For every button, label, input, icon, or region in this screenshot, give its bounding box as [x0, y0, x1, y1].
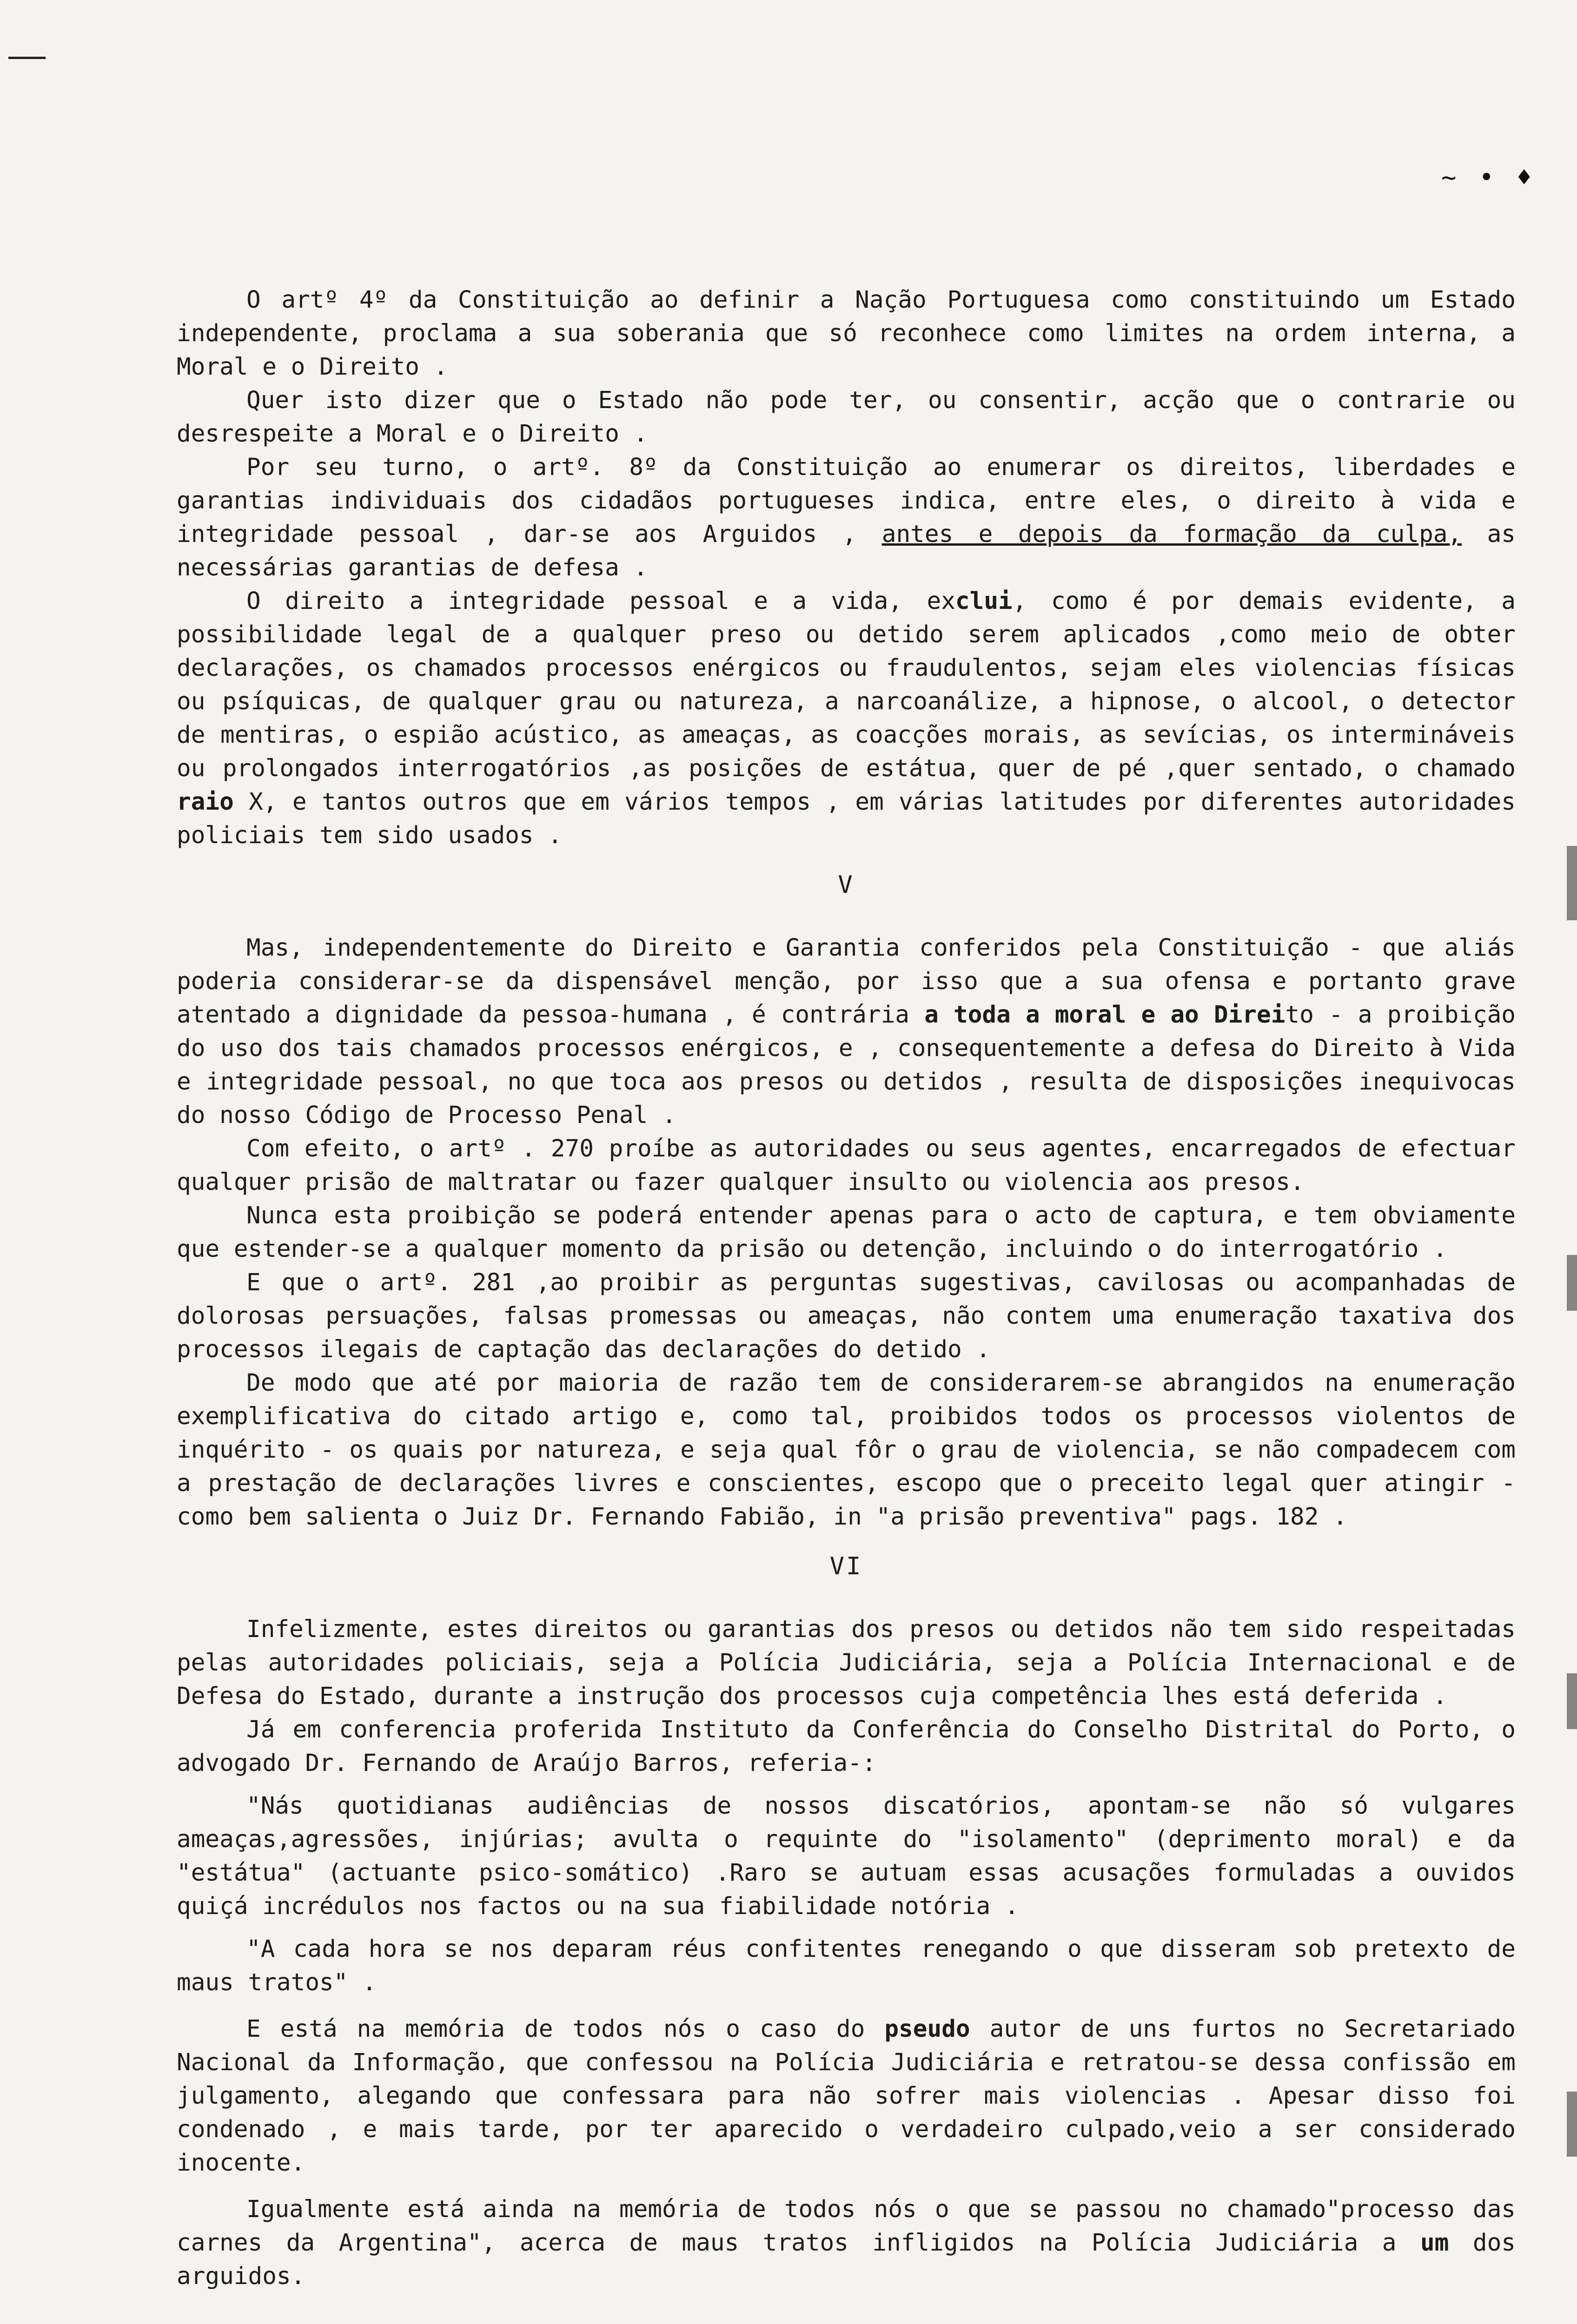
paragraph: [177, 1132, 1516, 1199]
paragraph: [177, 284, 1516, 384]
section-heading-vi: VI: [829, 1552, 863, 1580]
quotation: "A cada hora se nos deparam réus confitentes renegando o que disseram sob pretexto de maus tratos" .: [177, 1935, 1516, 1996]
quote-block: [177, 1789, 1516, 2000]
paragraph: [177, 931, 1516, 1132]
text-run: um: [1420, 2229, 1449, 2257]
text-run: O direito a integridade pessoal e a vida, ex: [246, 588, 955, 615]
corner-mark: ~ • ♦: [1441, 163, 1536, 192]
text-run: Com efeito, o artº . 270 proíbe as autoridades ou seus agentes, encarregados de efectuar qualquer prisão de maltratar ou fazer qualquer insulto ou violencia aos presos.: [177, 1135, 1516, 1196]
text-run: a toda a moral e ao Direi: [924, 1001, 1285, 1029]
paragraph: [177, 585, 1516, 852]
top-left-rule: [8, 57, 46, 59]
scan-edge-shadow: [1567, 1673, 1577, 1729]
closing-paragraphs: [177, 2013, 1516, 2293]
paragraph: [177, 1367, 1516, 1534]
section-heading-v: V: [838, 871, 855, 899]
scan-edge-shadow: [1567, 2092, 1577, 2157]
text-run: raio: [177, 788, 234, 816]
text-run: Quer isto dizer que o Estado não pode ter, ou consentir, acção que o contrarie ou desrespeite a Moral e o Direito .: [177, 387, 1516, 448]
text-run: X, e tantos outros que em vários tempos , em várias latitudes por diferentes autoridades policiais tem sido usados .: [177, 788, 1516, 849]
text-run: De modo que até por maioria de razão tem de considerarem-se abrangidos na enumeração exemplificativa do citado artigo e, como tal, proibidos todos os processos violentos de inquérito - os quais por natureza, e seja qual fôr o grau de violencia, se não compadecem com a prestação de declarações livres e conscientes, escopo que o preceito legal quer atingir - como bem salienta o Juiz Dr. Fernando Fabião, in "a prisão preventiva" pags. 182 .: [177, 1369, 1516, 1531]
text-run: dos arguidos.: [177, 2229, 1516, 2290]
text-run: E que o artº. 281 ,ao proibir as perguntas sugestivas, cavilosas ou acompanhadas de dolorosas persuações, falsas promessas ou ameaças, não contem uma enumeração taxativa dos processos ilegais de captação das declarações do detido .: [177, 1269, 1516, 1363]
text-run: Mas, independentemente do Direito e Garantia conferidos pela Constituição - que aliás poderia considerar-se da dispensável menção, por isso que a sua ofensa e portanto grave atentado a dignidade da pessoa-humana , é contrária: [177, 934, 1516, 1029]
text-run: Por seu turno, o artº. 8º da Constituição ao enumerar os direitos, liberdades e garantias individuais dos cidadãos portugueses indica, entre eles, o direito à vida e integridade pessoal , dar-se aos Arguidos ,: [177, 454, 1516, 548]
paragraph: [177, 451, 1516, 585]
text-run: antes e depois da formação da culpa,: [881, 521, 1462, 548]
text-run: autor de uns furtos no Secretariado Nacional da Informação, que confessou na Polícia Judiciária e retratou-se dessa confissão em julgamento, alegando que confessara para não sofrer mais violencias . Apesar disso foi condenado , e mais tarde, por ter aparecido o verdadeiro culpado,veio a ser considerado inocente.: [177, 2015, 1516, 2177]
intro-paragraphs: [177, 284, 1516, 852]
text-run: , como é por demais evidente, a possibilidade legal de a qualquer preso ou detido serem aplicados ,como meio de obter declarações, os chamados processos enérgicos ou fraudulentos, sejam eles violencias físicas ou psíquicas, de qualquer grau ou natureza, a narcoanálize, a hipnose, o alcool, o detector de mentiras, o espião acústico, as ameaças, as coacções morais, as sevícias, os intermináveis ou prolongados interrogatórios ,as posições de estátua, quer de pé ,quer sentado, o chamado: [177, 588, 1516, 782]
paragraph: [177, 384, 1516, 451]
paragraph: [177, 1199, 1516, 1266]
scan-edge-shadow: [1567, 846, 1577, 920]
text-run: as necessárias garantias de defesa .: [177, 521, 1516, 581]
scan-edge-shadow: [1567, 1255, 1577, 1311]
paragraph: [177, 1266, 1516, 1367]
text-run: to - a proibição do uso dos tais chamados processos enérgicos, e , consequentemente a defesa do Direito à Vida e integridade pessoal, no que toca aos presos ou detidos , resulta de disposições inequivocas do nosso Código de Processo Penal .: [177, 1001, 1516, 1129]
text-run: Igualmente está ainda na memória de todos nós o que se passou no chamado"processo das carnes da Argentina", acerca de maus tratos infligidos na Polícia Judiciária a: [177, 2196, 1516, 2257]
quotation: "Nás quotidianas audiências de nossos discatórios, apontam-se não só vulgares ameaças,agressões, injúrias; avulta o requinte do "isolamento" (deprimento moral) e da "estátua" (actuante psico-somático) .Raro se autuam essas acusações formuladas a ouvidos quiçá incrédulos nos factos ou na sua fiabilidade notória .: [177, 1792, 1516, 1920]
document-body: [177, 284, 1516, 2293]
text-run: O artº 4º da Constituição ao definir a Nação Portuguesa como constituindo um Estado independente, proclama a sua soberania que só reconhece como limites na ordem interna, a Moral e o Direito .: [177, 286, 1516, 381]
paragraph: [177, 1713, 1516, 1780]
text-run: clui: [955, 588, 1013, 615]
section-v-paragraphs: [177, 931, 1516, 1534]
paragraph: [177, 2013, 1516, 2180]
section-vi-paragraphs: [177, 1613, 1516, 1780]
text-run: E está na memória de todos nós o caso do: [246, 2015, 885, 2043]
text-run: Nunca esta proibição se poderá entender apenas para o acto de captura, e tem obviamente que estender-se a qualquer momento da prisão ou detenção, incluindo o do interrogatório .: [177, 1202, 1516, 1263]
text-run: Infelizmente, estes direitos ou garantias dos presos ou detidos não tem sido respeitadas pelas autoridades policiais, seja a Polícia Judiciária, seja a Polícia Internacional e de Defesa do Estado, durante a instrução dos processos cuja competência lhes está deferida .: [177, 1616, 1516, 1710]
paragraph: [177, 2193, 1516, 2293]
paragraph: [177, 1613, 1516, 1713]
text-run: pseudo: [884, 2015, 970, 2043]
text-run: Já em conferencia proferida Instituto da Conferência do Conselho Distrital do Porto, o advogado Dr. Fernando de Araújo Barros, referia-:: [177, 1716, 1516, 1777]
